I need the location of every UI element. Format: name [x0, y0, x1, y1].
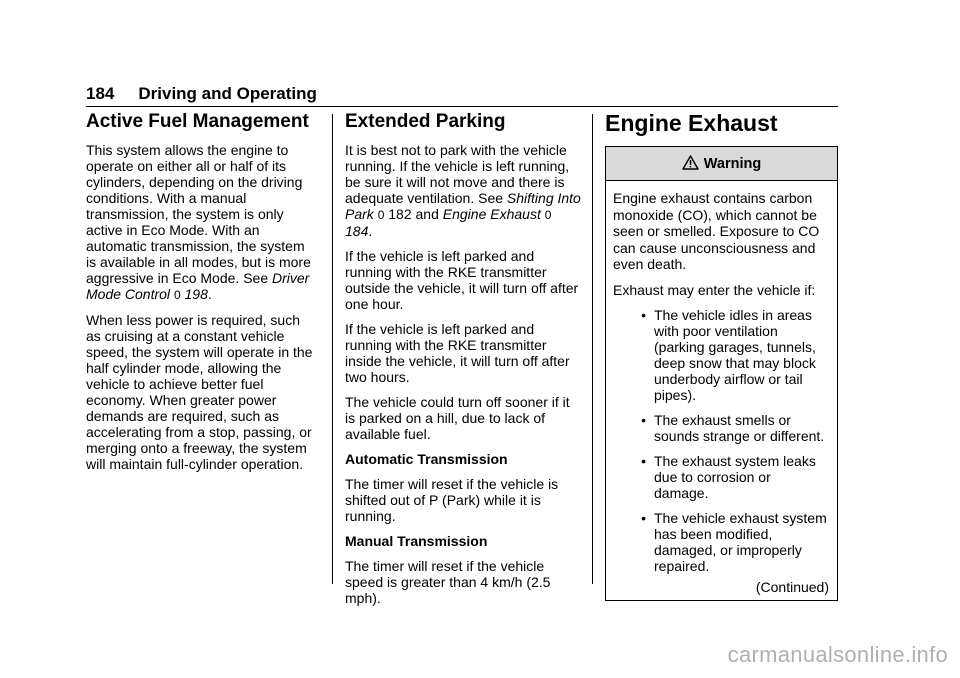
- list-item: • The exhaust system leaks due to corrosion or damage.: [613, 453, 829, 501]
- page-ref-icon: 0: [544, 208, 552, 222]
- link-driver-mode-control[interactable]: Driver Mode Control: [86, 270, 310, 302]
- page-ref-182[interactable]: 182: [388, 206, 412, 222]
- afm-paragraph-2: When less power is required, such as cruising at a constant vehicle speed, the system will operate in the half cylinder mode, allowing the vehicle to achieve better fuel economy. When greater power demands are required, such as accelerating from a stop, passing, or merging onto a freeway, the system will maintain full-cylinder operation.: [86, 312, 313, 472]
- column-active-fuel-management: [86, 108, 318, 481]
- bullet-icon: •: [641, 307, 646, 323]
- page-ref-198[interactable]: 198: [184, 286, 208, 302]
- column-divider-1: [332, 114, 333, 584]
- warning-triangle-icon: [682, 155, 699, 173]
- list-item: • The vehicle idles in areas with poor ventilation (parking garages, tunnels, deep snow that may block underbody airflow or tail pipes).: [613, 307, 829, 403]
- ep-paragraph-4: The vehicle could turn off sooner if it is parked on a hill, due to lack of available fuel.: [345, 394, 570, 442]
- page-number: 184: [86, 84, 115, 103]
- warning-title: Warning: [703, 155, 762, 172]
- heading-active-fuel-management: Active Fuel Management: [86, 111, 309, 132]
- column-divider-2: [592, 114, 593, 584]
- warning-list: [613, 307, 829, 574]
- column-engine-exhaust: [605, 108, 838, 601]
- ep-paragraph-3: If the vehicle is left parked and running with the RKE transmitter inside the vehicle, it will turn off after two hours.: [345, 321, 570, 385]
- column-extended-parking: [345, 108, 581, 615]
- ep-paragraph-5: The timer will reset if the vehicle is shifted out of P (Park) while it is running.: [345, 476, 559, 524]
- subheading-manual-transmission: Manual Transmission: [345, 533, 488, 549]
- list-item: • The exhaust smells or sounds strange or different.: [613, 412, 829, 444]
- link-shifting-into-park[interactable]: Shifting Into Park: [345, 190, 581, 222]
- afm-paragraph-1: This system allows the engine to operate on either all or half of its cylinders, depending on the driving conditions. With a manual transmission, the system is only active in Eco Mode. With an automatic transmission, the system is available in all modes, but is more aggressive in Eco Mode. See Driver Mode Control 0 198.: [86, 142, 311, 302]
- heading-engine-exhaust: Engine Exhaust: [605, 110, 778, 136]
- warning-paragraph-2: Exhaust may enter the vehicle if:: [613, 281, 816, 298]
- ep-paragraph-1: It is best not to park with the vehicle running. If the vehicle is left running, be sure it will not move and there is adequate ventilation. See Shifting Into Park 0 182 and Engine Exhaust 0 184.: [345, 142, 581, 239]
- bullet-icon: •: [641, 510, 646, 526]
- bullet-icon: •: [641, 412, 646, 428]
- watermark: carmanualsonline.info: [727, 642, 948, 667]
- link-engine-exhaust[interactable]: Engine Exhaust: [442, 206, 541, 222]
- warning-header: [606, 147, 837, 181]
- section-title: Driving and Operating: [138, 84, 317, 103]
- bullet-icon: •: [641, 453, 646, 469]
- heading-extended-parking: Extended Parking: [345, 111, 506, 132]
- warning-body: [606, 181, 837, 600]
- page-ref-icon: 0: [377, 208, 385, 222]
- ep-paragraph-2: If the vehicle is left parked and running with the RKE transmitter outside the vehicle, it will turn off after one hour.: [345, 248, 579, 312]
- page-header: [86, 84, 838, 107]
- continued-label: (Continued): [755, 579, 829, 595]
- ep-paragraph-6: The timer will reset if the vehicle speed is greater than 4 km/h (2.5 mph).: [345, 558, 551, 606]
- subheading-automatic-transmission: Automatic Transmission: [345, 451, 508, 467]
- page-ref-184[interactable]: 184: [345, 223, 369, 239]
- page-ref-icon: 0: [173, 288, 181, 302]
- warning-box: [605, 146, 838, 601]
- list-item: • The vehicle exhaust system has been modified, damaged, or improperly repaired.: [613, 510, 829, 574]
- warning-paragraph-1: Engine exhaust contains carbon monoxide (CO), which cannot be seen or smelled. Exposure to CO can cause unconsciousness and even death.: [613, 190, 820, 272]
